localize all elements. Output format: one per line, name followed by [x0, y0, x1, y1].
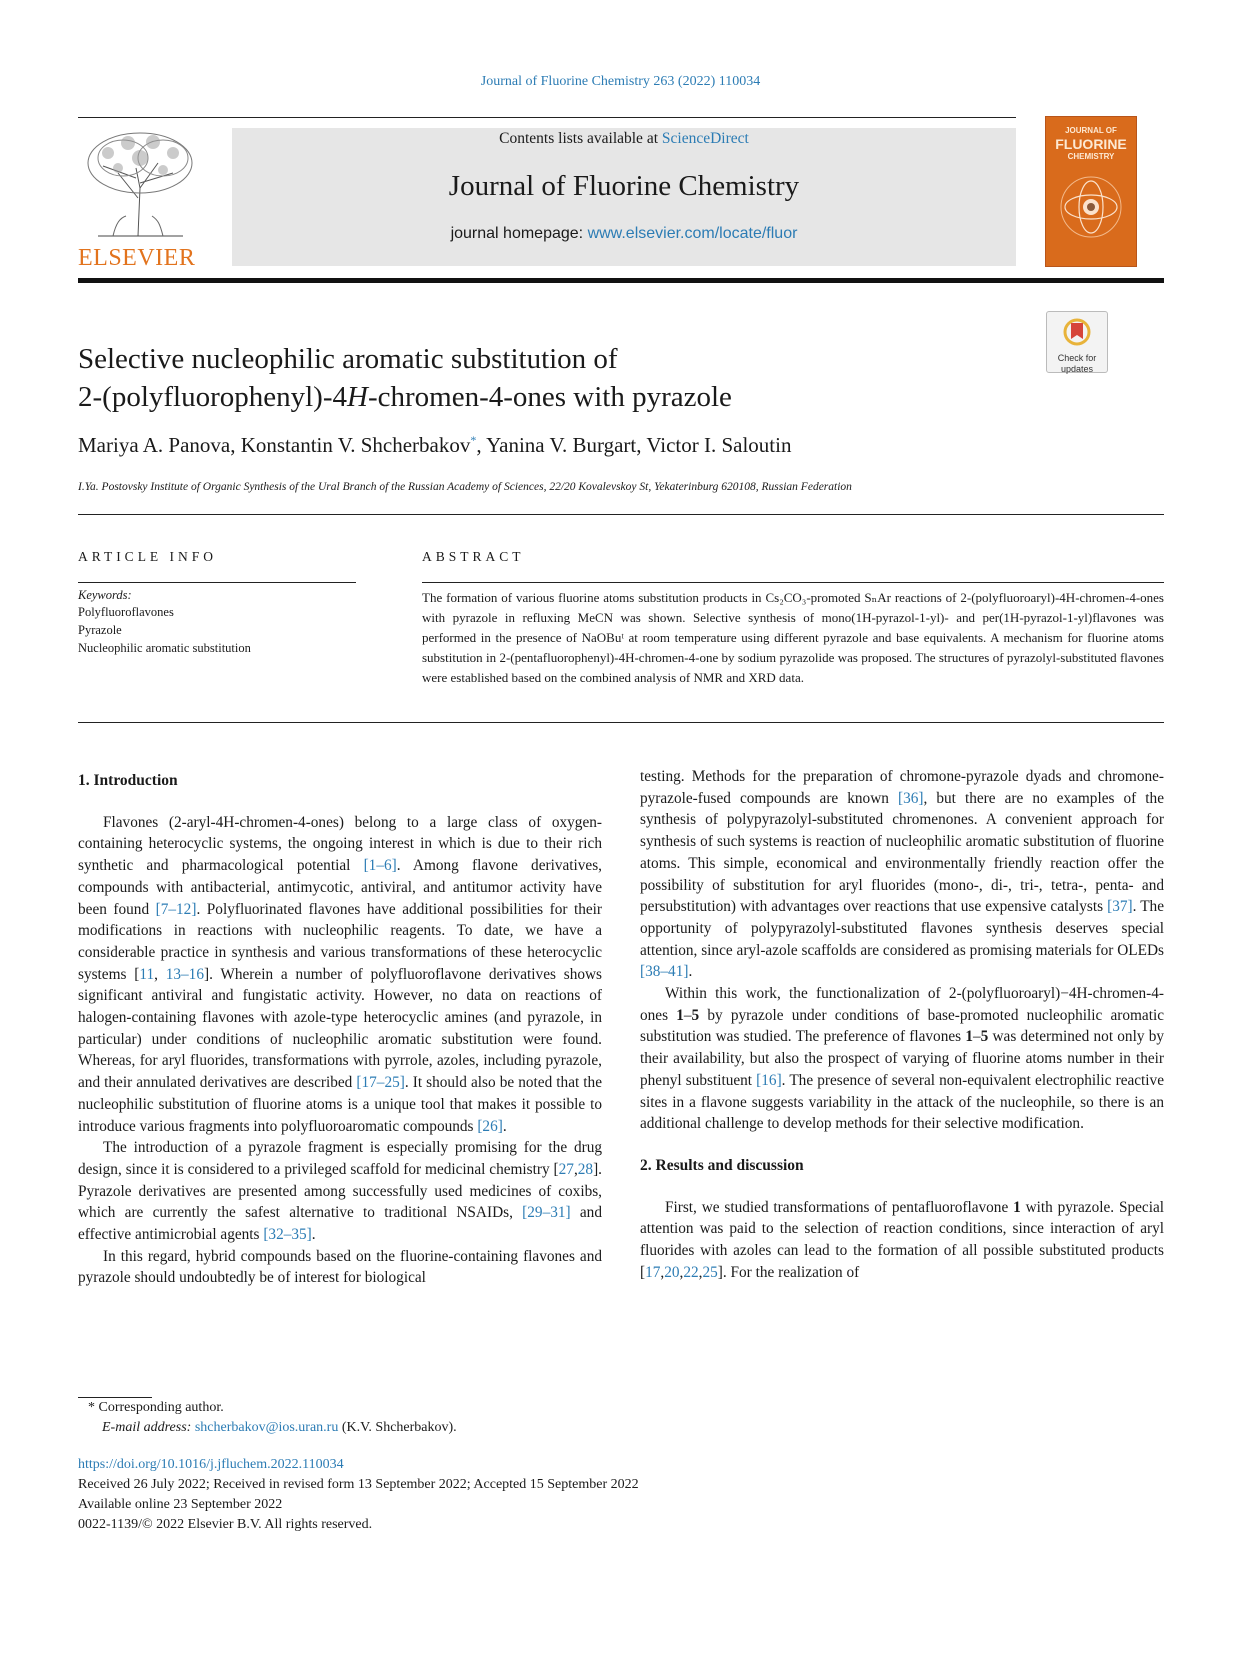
- online-date: Available online 23 September 2022: [78, 1497, 283, 1512]
- text-run: . The presence of several non-equivalent electrophilic reactive sites in a flavone suggests variability in the attack of the nucleophile, so there is an additional challenge to develop methods for their selective modification.: [640, 1071, 1164, 1133]
- text-run: –: [972, 1028, 981, 1046]
- check-for-updates-badge[interactable]: [1046, 311, 1108, 373]
- affiliation-rule: [78, 514, 1164, 515]
- citation-link[interactable]: 22: [683, 1263, 699, 1281]
- text-run: The introduction of a pyrazole fragment is especially promising for the drug design, since it is considered to a privileged scaffold for medicinal chemistry [: [78, 1139, 602, 1178]
- elsevier-tree-icon: [78, 128, 202, 240]
- keyword-item: Nucleophilic aromatic substitution: [78, 641, 251, 655]
- keyword-item: Polyfluoroflavones: [78, 605, 174, 619]
- compound-number: 1: [676, 1006, 684, 1024]
- body-right-column: [640, 766, 1164, 1283]
- keyword-item: Pyrazole: [78, 623, 122, 637]
- abstract-heading: ABSTRACT: [422, 549, 525, 564]
- citation-link[interactable]: [16]: [756, 1071, 782, 1089]
- text-run: and effective antimicrobial agents: [78, 1204, 602, 1244]
- citation-link[interactable]: 17: [645, 1263, 661, 1281]
- citation-link[interactable]: 25: [702, 1263, 718, 1281]
- email-label: E-mail address:: [102, 1420, 195, 1435]
- footnote-mark: *: [88, 1400, 95, 1415]
- authors-part-1: Mariya A. Panova, Konstantin V. Shcherbakov: [78, 433, 471, 457]
- intro-paragraph-5: [640, 983, 1164, 1135]
- journal-reference-link[interactable]: Journal of Fluorine Chemistry 263 (2022) 110034: [480, 74, 761, 89]
- intro-paragraph-3: In this regard, hybrid compounds based on the fluorine-containing flavones and pyrazole should undoubtedly be of interest for biological: [78, 1247, 602, 1287]
- text-run: ]. Pyrazole derivatives are presented among successfully used medicines of coxibs, which are currently the safest alternative to traditional NSAIDs,: [78, 1160, 602, 1222]
- cover-line-1: JOURNAL OF: [1065, 126, 1117, 135]
- citation-link[interactable]: 11: [139, 965, 155, 983]
- intro-paragraph-1: Flavones (2-aryl-4H-chromen-4-ones) belong to a large class of oxygen-containing heterocyclic systems, the ongoing interest in which is due to their rich synthetic and pharmacological potential [1–6]. Among flavone derivatives, compounds with antibacterial, antimycotic, antiviral, and antitumor activity have been found [7–12]. Polyfluorinated flavones have additional possibilities for their modifications in reactions with nucleophilic reagents. To date, we have a considerable practice in synthesis and various transformations of these heterocyclic systems [11, 13–16]. Wherein a number of polyfluoroflavone derivatives shows significant antiviral and fungistatic activity. However, no data on reactions of halogen-containing flavones with azole-type heterocyclic amines (and pyrazole, in particular) under conditions of nucleophilic aromatic substitution were found. Whereas, for aryl fluorides, transformations with pyrrole, azoles, including pyrazole, and their annulated derivatives are described [17–25]. It should also be noted that the nucleophilic substitution of fluorine atoms is a unique tool that makes it possible to introduce various fragments into polyfluoroaromatic compounds [26].: [78, 813, 602, 1135]
- authors-part-2: , Yanina V. Burgart, Victor I. Saloutin: [476, 433, 792, 457]
- corresponding-label: [88, 1398, 988, 1418]
- citation-link[interactable]: 20: [664, 1263, 680, 1281]
- check-for-updates-line1: Check for: [1057, 353, 1097, 363]
- journal-title: Journal of Fluorine Chemistry: [448, 170, 800, 202]
- text-run: –: [683, 1006, 692, 1024]
- article-title: [78, 340, 978, 416]
- elsevier-logo: [78, 128, 202, 270]
- text-run: was determined not only by their availability, but also the prospect of varying of fluorine atoms number in their phenyl substituent: [640, 1028, 1164, 1089]
- sciencedirect-link[interactable]: ScienceDirect: [661, 130, 749, 147]
- affiliation: I.Ya. Postovsky Institute of Organic Synthesis of the Ural Branch of the Russian Academy of Sciences, 22/20 Kovalevskoy St, Yekaterinburg 620108, Russian Federation: [78, 481, 852, 493]
- text-run: Within this work, the functionalization of 2-(polyfluoroaryl)−4H-chromen-4-ones: [640, 985, 1164, 1024]
- results-paragraph-1: First, we studied transformations of pentafluoroflavone 1 with pyrazole. Special attention was paid to the selection of reaction conditions, since interaction of aryl fluorides with azoles can lead to the formation of all possible substituted products [17,20,22,25]. For the realization of: [640, 1198, 1164, 1281]
- text-run: . It should also be noted that the nucleophilic substitution of fluorine atoms is a unique tool that makes it possible to introduce various fragments into polyfluoroaromatic compounds: [78, 1074, 602, 1135]
- text-run: . The opportunity of polypyrazolyl-substituted flavones synthesis deserves special attention, since aryl-azole scaffolds are considered as promising materials for OLEDs: [640, 898, 1164, 959]
- cover-line-3: CHEMISTRY: [1067, 152, 1115, 161]
- keywords-block: [78, 588, 358, 657]
- journal-homepage: [232, 225, 1016, 243]
- atom-icon: [1046, 167, 1136, 247]
- header-thick-rule: [78, 278, 1164, 283]
- copyright-line: 0022-1139/© 2022 Elsevier B.V. All rights reserved.: [78, 1517, 373, 1532]
- homepage-label: journal homepage:: [450, 225, 588, 242]
- citation-link[interactable]: [26]: [477, 1117, 503, 1135]
- compound-number: 5: [980, 1028, 989, 1046]
- text-run: testing. Methods for the preparation of chromone-pyrazole dyads and chromone-pyrazole-fused compounds are known: [640, 768, 1164, 807]
- article-info-heading: ARTICLE INFO: [78, 549, 218, 564]
- intro-paragraph-2: The introduction of a pyrazole fragment is especially promising for the drug design, since it is considered to a privileged scaffold for medicinal chemistry [27,28]. Pyrazole derivatives are presented among successfully used medicines of coxibs, which are currently the safest alternative to traditional NSAIDs, [29–31] and effective antimicrobial agents [32–35].: [78, 1139, 602, 1244]
- citation-link[interactable]: [37]: [1107, 898, 1133, 916]
- journal-cover-thumbnail[interactable]: [1045, 116, 1137, 267]
- title-line-2-post: -chromen-4-ones with pyrazole: [367, 381, 732, 413]
- title-line-1: Selective nucleophilic aromatic substitution of: [78, 343, 618, 375]
- email-line: [88, 1418, 988, 1438]
- top-rule: [78, 117, 1016, 118]
- contents-label: Contents lists available at: [499, 130, 662, 147]
- citation-link[interactable]: 13–16: [165, 965, 204, 983]
- body-left-column: [78, 770, 602, 1289]
- text-run: ]. Wherein a number of polyfluoroflavone derivatives shows significant antiviral and fungistatic activity. However, no data on reactions of halogen-containing flavones with azole-type heterocyclic amines (and pyrazole, in particular) under conditions of nucleophilic aromatic substitution were found. Whereas, for aryl fluorides, transformations with pyrrole, azoles, including pyrazole, and their annulated derivatives are described: [78, 965, 602, 1092]
- citation-link[interactable]: [1–6]: [363, 857, 397, 875]
- author-list: [78, 433, 1078, 458]
- compound-number: 5: [691, 1006, 700, 1024]
- citation-link[interactable]: [38–41]: [640, 963, 689, 981]
- text-run: . Among flavone derivatives, compounds with antibacterial, antimycotic, antiviral, and antitumor activity have been found: [78, 857, 602, 918]
- text-run: Flavones (2-aryl-4H-chromen-4-ones) belong to a large class of oxygen-containing heterocyclic systems, the ongoing interest in which is due to their rich synthetic and pharmacological potential: [78, 813, 602, 875]
- article-info-rule: [78, 582, 356, 583]
- intro-paragraph-4: testing. Methods for the preparation of chromone-pyrazole dyads and chromone-pyrazole-fused compounds are known [36], but there are no examples of the synthesis of polypyrazolyl-substituted chromenones. A convenient approach for synthesis of such systems is reaction of nucleophilic aromatic substitution of fluorine atoms. This simple, economical and environmentally friendly reaction offer the possibility of substitution for aryl fluorides (mono-, di-, tri-, tetra-, penta- and persubstitution) with advantages over reactions that use expensive catalysts [37]. The opportunity of polypyrazolyl-substituted flavones synthesis deserves special attention, since aryl-azole scaffolds are considered as promising materials for OLEDs [38–41].: [640, 768, 1164, 981]
- received-dates: Received 26 July 2022; Received in revised form 13 September 2022; Accepted 15 September 2022: [78, 1477, 639, 1492]
- abstract-bottom-rule: [78, 722, 1164, 723]
- journal-masthead: [232, 128, 1016, 266]
- homepage-link[interactable]: www.elsevier.com/locate/fluor: [587, 225, 798, 242]
- title-line-2-italic: H: [347, 381, 368, 413]
- abstract-rule: [422, 582, 1164, 583]
- citation-link[interactable]: [29–31]: [522, 1204, 571, 1222]
- text-run: with pyrazole. Special attention was paid to the selection of reaction conditions, since interaction of aryl fluorides with azoles can lead to the formation of all possible substituted products [: [640, 1198, 1164, 1281]
- corresponding-footnote: [88, 1398, 988, 1438]
- citation-link[interactable]: [32–35]: [263, 1226, 312, 1244]
- article-history: [78, 1455, 1078, 1535]
- text-run: , but there are no examples of the synthesis of polypyrazolyl-substituted chromenones. A convenient approach for synthesis of such systems is reaction of nucleophilic aromatic substitution of fluorine atoms. This simple, economical and environmentally friendly reaction offer the possibility of substitution for aryl fluorides (mono-, di-, tri-, tetra-, penta- and persubstitution) with advantages over reactions that use expensive catalysts: [640, 789, 1164, 916]
- email-link[interactable]: shcherbakov@ios.uran.ru: [194, 1420, 339, 1435]
- citation-link[interactable]: 28: [577, 1160, 594, 1178]
- text-run: . Polyfluorinated flavones have additional possibilities for their modifications in reactions with nucleophilic reagents. To date, we have a considerable practice in synthesis and various transformations of these heterocyclic systems [: [78, 900, 602, 983]
- keywords-label: Keywords:: [78, 588, 132, 602]
- journal-reference[interactable]: [0, 74, 1241, 90]
- corresponding-author-mark[interactable]: *: [470, 433, 477, 447]
- compound-number: 1: [965, 1028, 973, 1046]
- title-line-2: [78, 378, 978, 416]
- citation-link[interactable]: [7–12]: [155, 900, 197, 918]
- compound-number: 1: [1013, 1198, 1021, 1216]
- citation-link[interactable]: 27: [558, 1160, 574, 1178]
- contents-line: [232, 130, 1016, 148]
- title-line-2-pre: 2-(polyfluorophenyl)-4: [78, 381, 347, 413]
- results-heading: 2. Results and discussion: [640, 1156, 804, 1174]
- introduction-heading: 1. Introduction: [78, 772, 178, 789]
- text-run: by pyrazole under conditions of base-promoted nucleophilic aromatic substitution was studied. The preference of flavones: [640, 1006, 1164, 1046]
- citation-link[interactable]: [36]: [897, 789, 924, 807]
- abstract-text: The formation of various fluorine atoms substitution products in Cs₂CO₃-promoted SₙAr reactions of 2-(polyfluoroaryl)-4H-chromen-4-ones with pyrazole in refluxing MeCN was shown. Selective synthesis of mono(1H-pyrazol-1-yl)- and per(1H-pyrazol-1-yl)flavones was performed in the presence of NaOBuᵗ at room temperature using different pyrazole and base equivalents. A mechanism for fluorine atoms substitution in 2-(pentafluorophenyl)-4H-chromen-4-one by sodium pyrazolide was proposed. The structures of pyrazolyl-substituted flavones were established based on the combined analysis of NMR and XRD data.: [422, 590, 1164, 685]
- text-run: ]. For the realization of: [717, 1263, 860, 1281]
- text-run: First, we studied transformations of pentafluoroflavone: [665, 1198, 1014, 1216]
- citation-link[interactable]: [17–25]: [356, 1074, 405, 1092]
- footnote-text: Corresponding author.: [98, 1400, 224, 1415]
- doi-link[interactable]: https://doi.org/10.1016/j.jfluchem.2022.110034: [78, 1457, 344, 1472]
- elsevier-wordmark: ELSEVIER: [78, 245, 196, 271]
- cover-line-2: FLUORINE: [1055, 136, 1127, 152]
- email-owner: (K.V. Shcherbakov).: [338, 1420, 457, 1435]
- check-for-updates-line2: updates: [1060, 364, 1094, 374]
- bookmark-icon: [1062, 317, 1092, 347]
